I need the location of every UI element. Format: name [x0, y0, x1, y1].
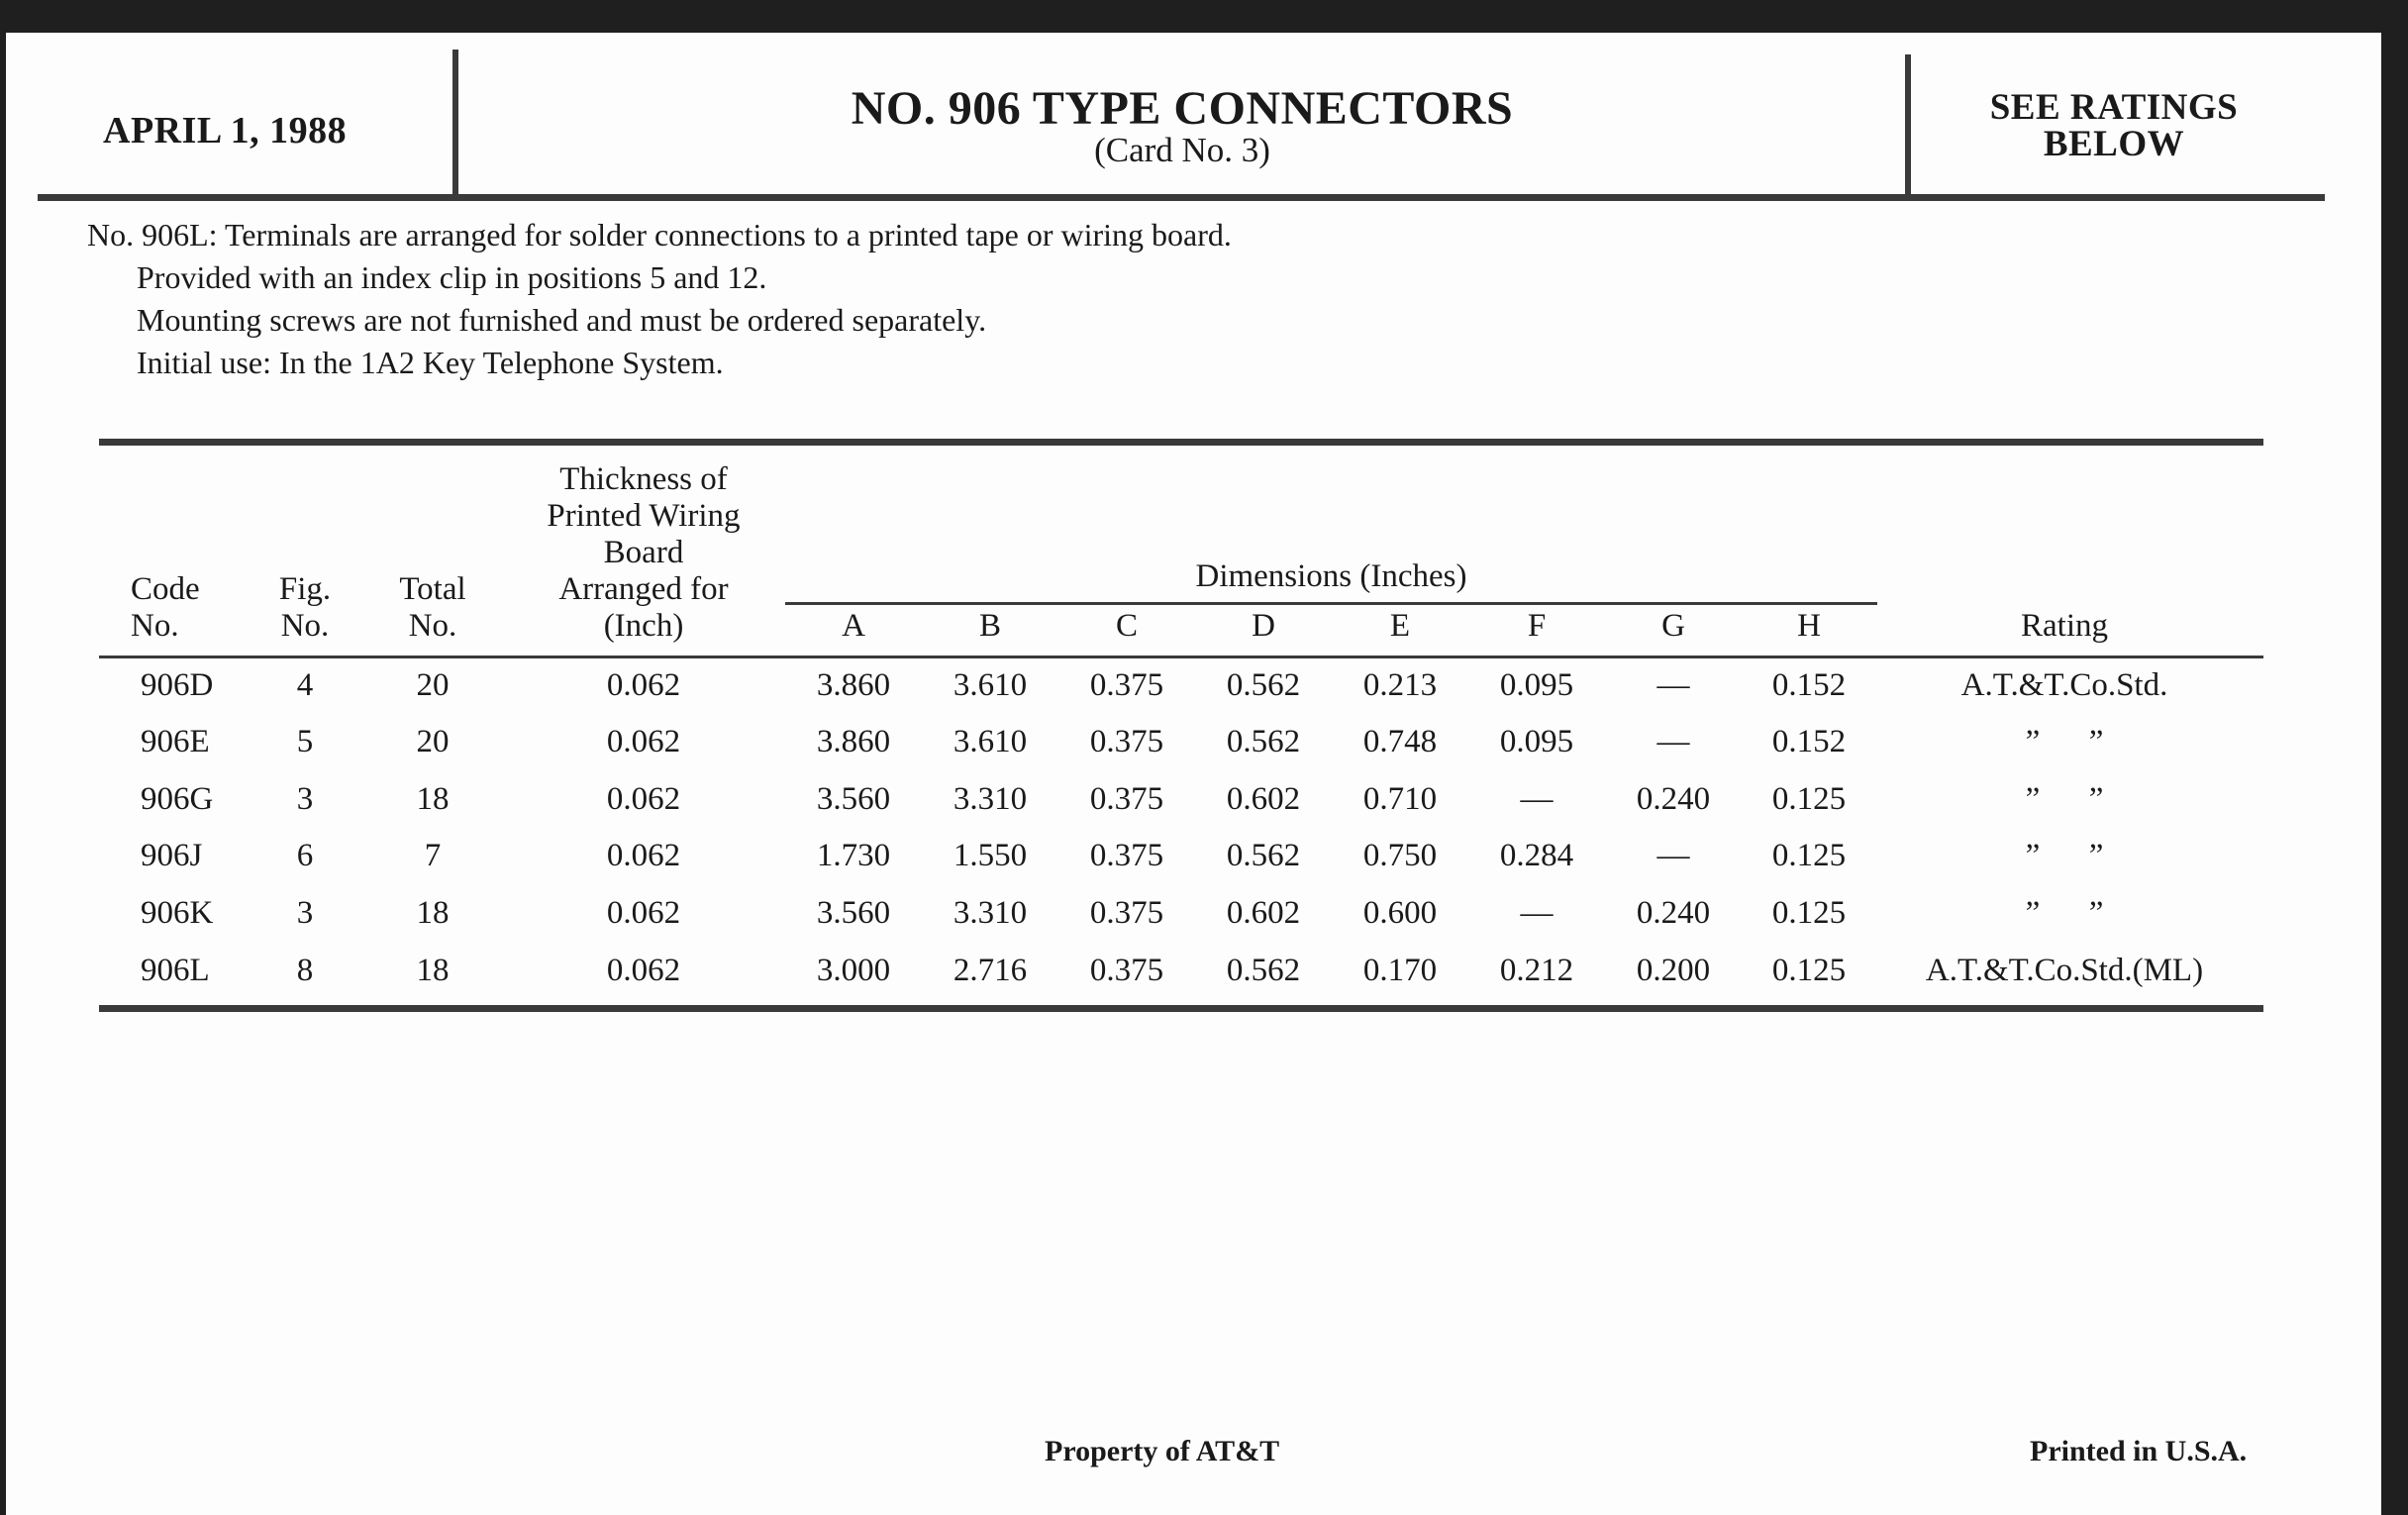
cell-thickness: 0.062	[606, 781, 681, 817]
column-header-dim-a: A	[842, 608, 865, 644]
document-card	[6, 33, 2381, 1515]
cell-total: 18	[416, 895, 450, 931]
cell-code: 906G	[141, 781, 214, 817]
cell-dim-d: 0.562	[1226, 953, 1301, 988]
cell-dim-f: 0.212	[1499, 953, 1574, 988]
column-header-rating: Rating	[2021, 608, 2108, 644]
cell-dim-e: 0.710	[1362, 781, 1438, 817]
cell-dim-d: 0.562	[1226, 838, 1301, 873]
cell-dim-f: 0.095	[1499, 724, 1574, 759]
cell-fig: 3	[296, 781, 314, 817]
column-header-dim-h: H	[1797, 608, 1821, 644]
cell-dim-e: 0.170	[1362, 953, 1438, 988]
cell-code: 906E	[141, 724, 210, 759]
table-bottom-rule	[99, 1005, 2263, 1012]
column-header-total: Total No.	[399, 571, 466, 644]
cell-dim-h: 0.125	[1771, 781, 1847, 817]
cell-fig: 6	[296, 838, 314, 873]
cell-total: 7	[424, 838, 442, 873]
cell-dim-g: 0.200	[1636, 953, 1711, 988]
cell-dim-d: 0.562	[1226, 724, 1301, 759]
cell-fig: 4	[296, 667, 314, 703]
column-header-dim-e: E	[1389, 608, 1411, 644]
cell-dim-g: 0.240	[1636, 781, 1711, 817]
dimensions-group-rule	[785, 602, 1877, 605]
cell-dim-b: 1.550	[953, 838, 1028, 873]
cell-thickness: 0.062	[606, 895, 681, 931]
footer-printed: Printed in U.S.A.	[2030, 1435, 2248, 1467]
cell-dim-d: 0.602	[1226, 781, 1301, 817]
cell-dim-f: —	[1520, 895, 1554, 931]
cell-dim-b: 3.610	[953, 724, 1028, 759]
cell-dim-b: 3.610	[953, 667, 1028, 703]
cell-rating: A.T.&T.Co.Std.	[1960, 667, 2168, 703]
cell-fig: 8	[296, 953, 314, 988]
cell-dim-c: 0.375	[1089, 667, 1164, 703]
cell-rating: ” ”	[2025, 895, 2104, 931]
cell-fig: 5	[296, 724, 314, 759]
cell-dim-c: 0.375	[1089, 838, 1164, 873]
cell-rating: A.T.&T.Co.Std.(ML)	[1925, 953, 2204, 988]
cell-dim-h: 0.125	[1771, 895, 1847, 931]
header-rule	[38, 194, 2325, 201]
cell-dim-f: 0.095	[1499, 667, 1574, 703]
cell-thickness: 0.062	[606, 667, 681, 703]
cell-code: 906L	[141, 953, 210, 988]
cell-rating: ” ”	[2025, 724, 2104, 759]
cell-dim-c: 0.375	[1089, 953, 1164, 988]
cell-dim-b: 3.310	[953, 895, 1028, 931]
cell-dim-g: 0.240	[1636, 895, 1711, 931]
cell-dim-e: 0.213	[1362, 667, 1438, 703]
description-line: Initial use: In the 1A2 Key Telephone System.	[137, 345, 724, 380]
cell-dim-a: 3.000	[816, 953, 891, 988]
card-number: (Card No. 3)	[1094, 131, 1270, 169]
cell-thickness: 0.062	[606, 838, 681, 873]
footer-property: Property of AT&T	[1045, 1435, 1280, 1467]
column-header-thickness: Thickness of Printed Wiring Board Arranged for (Inch)	[547, 461, 741, 644]
cell-dim-a: 3.560	[816, 781, 891, 817]
description-line: Provided with an index clip in positions 5 and 12.	[137, 259, 767, 295]
cell-thickness: 0.062	[606, 953, 681, 988]
cell-dim-e: 0.750	[1362, 838, 1438, 873]
cell-dim-a: 3.860	[816, 667, 891, 703]
cell-dim-d: 0.602	[1226, 895, 1301, 931]
cell-total: 18	[416, 953, 450, 988]
cell-thickness: 0.062	[606, 724, 681, 759]
cell-dim-c: 0.375	[1089, 895, 1164, 931]
cell-dim-h: 0.152	[1771, 724, 1847, 759]
cell-dim-c: 0.375	[1089, 724, 1164, 759]
cell-dim-e: 0.748	[1362, 724, 1438, 759]
cell-dim-f: —	[1520, 781, 1554, 817]
cell-dim-a: 3.560	[816, 895, 891, 931]
page-title: NO. 906 TYPE CONNECTORS	[851, 82, 1514, 135]
description-line: No. 906L: Terminals are arranged for solder connections to a printed tape or wiring board.	[87, 217, 1232, 252]
ratings-note-line-2: BELOW	[2043, 124, 2185, 164]
cell-dim-g: —	[1656, 724, 1690, 759]
column-header-fig: Fig. No.	[278, 571, 332, 644]
cell-dim-h: 0.125	[1771, 953, 1847, 988]
column-header-dim-g: G	[1661, 608, 1685, 644]
cell-code: 906K	[141, 895, 214, 931]
cell-total: 18	[416, 781, 450, 817]
description-line: Mounting screws are not furnished and must be ordered separately.	[137, 302, 987, 338]
cell-fig: 3	[296, 895, 314, 931]
cell-code: 906J	[141, 838, 203, 873]
cell-dim-f: 0.284	[1499, 838, 1574, 873]
cell-dim-a: 3.860	[816, 724, 891, 759]
column-header-dim-d: D	[1252, 608, 1275, 644]
cell-dim-b: 3.310	[953, 781, 1028, 817]
cell-dim-h: 0.125	[1771, 838, 1847, 873]
cell-dim-d: 0.562	[1226, 667, 1301, 703]
cell-dim-g: —	[1656, 667, 1690, 703]
cell-dim-h: 0.152	[1771, 667, 1847, 703]
cell-dim-a: 1.730	[816, 838, 891, 873]
cell-code: 906D	[141, 667, 214, 703]
column-header-dim-f: F	[1527, 608, 1547, 644]
cell-dim-e: 0.600	[1362, 895, 1438, 931]
ratings-note	[1911, 89, 2317, 162]
issue-date: APRIL 1, 1988	[103, 110, 348, 152]
cell-rating: ” ”	[2025, 838, 2104, 873]
column-header-dim-b: B	[978, 608, 1001, 644]
cell-total: 20	[416, 667, 450, 703]
cell-total: 20	[416, 724, 450, 759]
table-header-bottom-rule	[99, 656, 2263, 658]
cell-dim-c: 0.375	[1089, 781, 1164, 817]
cell-dim-g: —	[1656, 838, 1690, 873]
column-group-header-dimensions: Dimensions (Inches)	[1195, 558, 1467, 594]
ratings-note-line-1: SEE RATINGS	[1989, 87, 2239, 128]
title-block	[457, 82, 1907, 169]
cell-rating: ” ”	[2025, 781, 2104, 817]
cell-dim-b: 2.716	[953, 953, 1028, 988]
table-top-rule	[99, 439, 2263, 446]
column-header-dim-c: C	[1115, 608, 1138, 644]
column-header-code: Code No.	[131, 571, 200, 644]
